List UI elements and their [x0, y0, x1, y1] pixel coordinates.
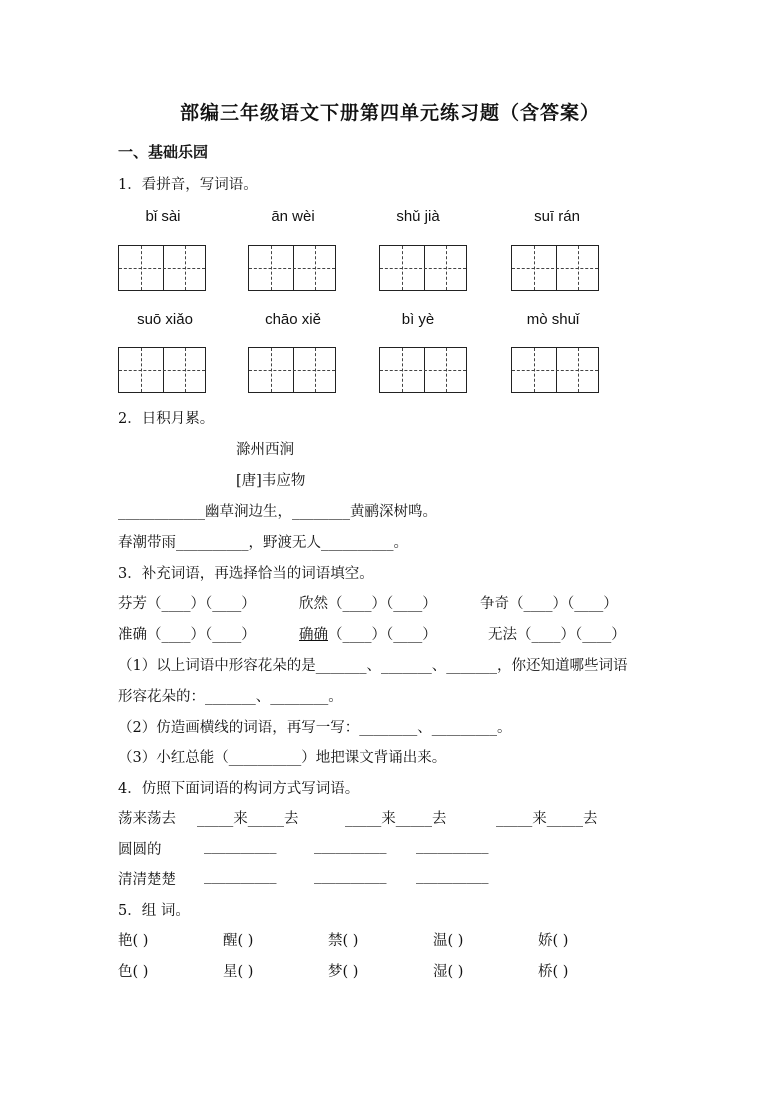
char-compound[interactable]: 湿( ): [433, 964, 464, 980]
underlined-word: 确确: [299, 627, 328, 643]
word-blank[interactable]: __________: [314, 838, 387, 854]
word-blank[interactable]: _____来_____去: [197, 811, 299, 827]
poem-author: [唐]韦应物: [236, 473, 306, 489]
char-compound[interactable]: 艳( ): [118, 933, 149, 949]
writing-grid[interactable]: [118, 245, 206, 291]
word-blank[interactable]: _____来_____去: [345, 811, 447, 827]
char-compound[interactable]: 温( ): [433, 933, 464, 949]
example-word: 荡来荡去: [118, 811, 176, 827]
poem-line-2[interactable]: 春潮带雨__________，野渡无人__________。: [118, 535, 408, 551]
word-fill[interactable]: [299, 623, 437, 644]
writing-grid[interactable]: [118, 347, 206, 393]
word-fill[interactable]: 争奇（____）（____）: [480, 596, 618, 612]
pinyin-label: ān wèi: [271, 208, 315, 225]
pinyin-label: bì yè: [401, 311, 435, 328]
word-blank[interactable]: __________: [314, 868, 387, 884]
word-fill[interactable]: 欣然（____）（____）: [299, 596, 437, 612]
char-compound[interactable]: 梦( ): [328, 964, 359, 980]
sub-question-2[interactable]: （2）仿造画横线的词语，再写一写：________、_________。: [118, 720, 512, 736]
question-1-label: 1．看拼音，写词语。: [118, 177, 258, 193]
question-3-label: 3．补充词语，再选择恰当的词语填空。: [118, 566, 374, 582]
section-heading: 一、基础乐园: [118, 143, 209, 161]
example-word: 圆圆的: [118, 842, 162, 858]
writing-grid[interactable]: [379, 245, 467, 291]
char-compound[interactable]: 色( ): [118, 964, 149, 980]
writing-grid[interactable]: [511, 245, 599, 291]
word-blank[interactable]: __________: [416, 838, 489, 854]
char-compound[interactable]: 桥( ): [538, 964, 569, 980]
sub-question-1[interactable]: （1）以上词语中形容花朵的是_______、_______、_______，你还知道哪些词语: [118, 658, 628, 674]
word-blank[interactable]: __________: [416, 868, 489, 884]
poem-line-1[interactable]: ____________幽草涧边生，________黄鹂深树鸣。: [118, 504, 437, 520]
pinyin-label: suō xiǎo: [137, 311, 193, 328]
writing-grid[interactable]: [379, 347, 467, 393]
char-compound[interactable]: 星( ): [223, 964, 254, 980]
word-blank[interactable]: _____来_____去: [496, 811, 598, 827]
pinyin-label: mò shuǐ: [526, 311, 580, 328]
writing-grid[interactable]: [511, 347, 599, 393]
question-4-label: 4．仿照下面词语的构词方式写词语。: [118, 781, 360, 797]
word-fill[interactable]: 无法（____）（____）: [488, 627, 626, 643]
word-blank[interactable]: __________: [204, 868, 277, 884]
word-blank[interactable]: __________: [204, 838, 277, 854]
char-compound[interactable]: 娇( ): [538, 933, 569, 949]
word-fill[interactable]: 芬芳（____）（____）: [118, 596, 256, 612]
pinyin-label: suī rán: [534, 208, 580, 225]
char-compound[interactable]: 醒( ): [223, 933, 254, 949]
question-2-label: 2．日积月累。: [118, 411, 215, 427]
pinyin-label: shǔ jià: [396, 208, 440, 225]
poem-title: 滁州西涧: [236, 442, 294, 458]
sub-question-3[interactable]: （3）小红总能（__________）地把课文背诵出来。: [118, 750, 447, 766]
writing-grid[interactable]: [248, 347, 336, 393]
example-word: 清清楚楚: [118, 872, 176, 888]
question-5-label: 5．组 词。: [118, 903, 190, 919]
writing-grid[interactable]: [248, 245, 336, 291]
sub-question-1-cont[interactable]: 形容花朵的：_______、________。: [118, 689, 343, 705]
page-title: 部编三年级语文下册第四单元练习题（含答案）: [179, 102, 600, 124]
pinyin-label: bǐ sài: [145, 208, 181, 225]
char-compound[interactable]: 禁( ): [328, 933, 359, 949]
word-fill-blanks: （____）（____）: [328, 627, 437, 643]
word-fill[interactable]: 准确（____）（____）: [118, 627, 256, 643]
pinyin-label: chāo xiě: [265, 311, 321, 328]
